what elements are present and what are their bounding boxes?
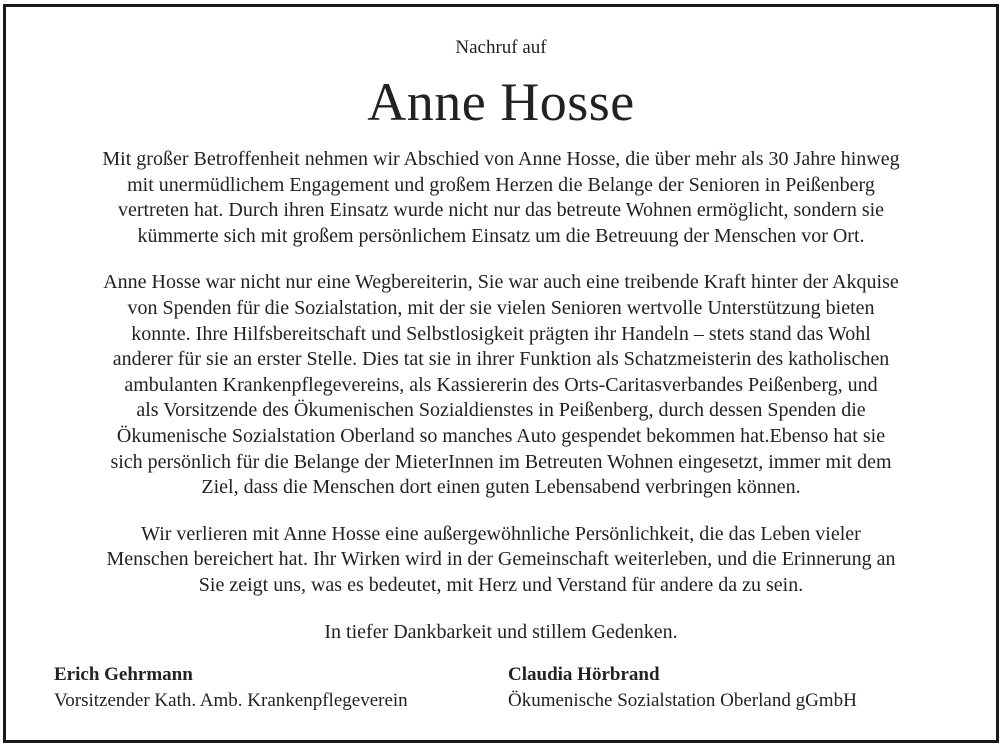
text-line: vertreten hat. Durch ihren Einsatz wurde nicht nur das betreute Wohnen ermöglicht, sondern sie [117,199,885,222]
signatory-name: Erich Gehrmann [54,664,193,685]
notice-body [28,147,974,666]
text-line: anderer für sie an erster Stelle. Dies tat sie in ihrer Funktion als Schatzmeisterin des katholischen [112,348,890,371]
text-line: Anne Hosse war nicht nur eine Wegbereiterin, Sie war auch eine treibende Kraft hinter der Akquise [103,271,899,294]
paragraph-3 [28,522,974,599]
text-line: ambulanten Krankenpflegevereins, als Kassiererin des Orts-Caritasverbandes Peißenberg, und [124,373,878,396]
text-line: Mit großer Betroffenheit nehmen wir Abschied von Anne Hosse, die über mehr als 30 Jahre hinweg [102,148,900,170]
obituary-notice [3,4,999,743]
notice-subtitle: Nachruf auf [455,37,547,58]
text-line: kümmerte sich mit großem persönlichem Einsatz um die Betreuung der Menschen vor Ort. [137,224,865,247]
text-line: Menschen bereichert hat. Ihr Wirken wird in der Gemeinschaft weiterleben, und die Erinnerung an [106,548,896,571]
signature-right [508,662,857,714]
signatory-role: Vorsitzender Kath. Amb. Krankenpflegeverein [54,690,408,711]
signatory-role: Ökumenische Sozialstation Oberland gGmbH [508,690,857,711]
closing-line [28,620,974,646]
text-line: mit unermüdlichem Engagement und großem Herzen die Belange der Senioren in Peißenberg [127,173,875,196]
signature-left [54,662,408,714]
text-line: Sie zeigt uns, was es bedeutet, mit Herz und Verstand für andere da zu sein. [198,573,804,596]
closing-text: In tiefer Dankbarkeit und stillem Gedenken. [324,620,678,643]
text-line: Wir verlieren mit Anne Hosse eine außergewöhnliche Persönlichkeit, die das Leben vieler [141,522,861,545]
deceased-name: Anne Hosse [367,72,635,132]
text-line: Ziel, dass die Menschen dort einen guten Lebensabend verbringen können. [201,476,801,499]
text-line: von Spenden für die Sozialstation, mit der sie vielen Senioren wertvolle Unterstützung bieten [127,296,875,319]
text-line: konnte. Ihre Hilfsbereitschaft und Selbstlosigkeit prägten ihr Handeln – stets stand das Wohl [131,322,871,345]
paragraph-1 [28,147,974,249]
paragraph-2 [28,270,974,500]
text-line: Ökumenische Sozialstation Oberland so manches Auto gespendet bekommen hat.Ebenso hat sie [116,424,886,447]
text-line: als Vorsitzende des Ökumenischen Sozialdienstes in Peißenberg, durch dessen Spenden die [136,399,866,422]
signatory-name: Claudia Hörbrand [508,664,660,685]
text-line: sich persönlich für die Belange der MieterInnen im Betreuten Wohnen eingesetzt, immer mit dem [110,450,892,473]
